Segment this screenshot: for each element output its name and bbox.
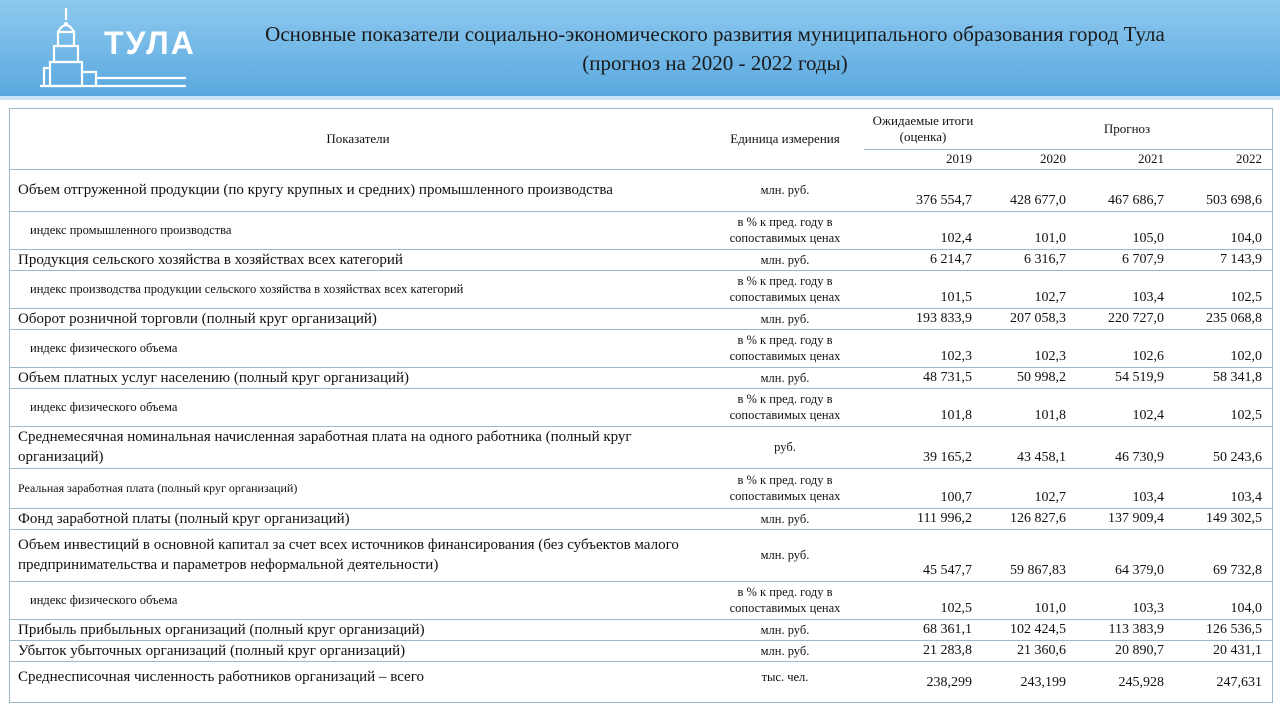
value-cell: 102 424,5	[1010, 621, 1066, 637]
value-cell: 235 068,8	[1206, 310, 1262, 326]
indicator-name: Прибыль прибыльных организаций (полный круг организаций)	[18, 621, 425, 638]
value-cell: 103,3	[1132, 600, 1164, 616]
value-cell: 68 361,1	[923, 621, 972, 637]
unit-cell: млн. руб.	[760, 643, 810, 658]
unit-cell: млн. руб.	[760, 183, 810, 197]
value-cell: 7 143,9	[1220, 251, 1262, 267]
unit-cell: тыс. чел.	[761, 670, 809, 685]
table-row	[10, 329, 1272, 367]
value-cell: 6 316,7	[1024, 251, 1066, 267]
table-row	[10, 169, 1272, 211]
value-cell: 58 341,8	[1213, 369, 1262, 385]
table-row	[10, 308, 1272, 329]
year-header: 2022	[1236, 151, 1262, 166]
value-cell: 103,4	[1132, 289, 1164, 305]
value-cell: 102,5	[1230, 289, 1262, 305]
page-title	[190, 20, 1240, 78]
value-cell: 101,5	[940, 289, 972, 305]
title-line-1: Основные показатели социально-экономического развития муниципального образования город Тула	[265, 22, 1165, 46]
value-cell: 101,0	[1034, 600, 1066, 616]
value-cell: 102,7	[1034, 489, 1066, 505]
unit-cell: в % к пред. году в сопоставимых ценах	[729, 392, 841, 422]
value-cell: 207 058,3	[1010, 310, 1066, 326]
year-header: 2021	[1138, 151, 1164, 166]
header-expected: Ожидаемые итоги (оценка)	[872, 112, 974, 144]
value-cell: 101,0	[1034, 230, 1066, 246]
value-cell: 6 214,7	[930, 251, 972, 267]
value-cell: 245,928	[1118, 675, 1164, 690]
indicator-name: индекс производства продукции сельского хозяйства в хозяйствах всех категорий	[30, 282, 464, 296]
table-row	[10, 426, 1272, 468]
value-cell: 46 730,9	[1115, 449, 1164, 465]
unit-cell: млн. руб.	[760, 311, 810, 326]
value-cell: 54 519,9	[1115, 369, 1164, 385]
value-cell: 503 698,6	[1206, 192, 1262, 208]
value-cell: 113 383,9	[1108, 621, 1164, 637]
value-cell: 126 536,5	[1206, 621, 1262, 637]
value-cell: 126 827,6	[1010, 510, 1066, 526]
value-cell: 101,8	[1034, 407, 1066, 423]
value-cell: 104,0	[1230, 600, 1262, 616]
indicator-name: Фонд заработной платы (полный круг организаций)	[18, 510, 350, 527]
header-banner	[0, 0, 1280, 96]
table-row	[10, 640, 1272, 661]
value-cell: 104,0	[1230, 230, 1262, 246]
value-cell: 376 554,7	[916, 192, 972, 208]
value-cell: 103,4	[1132, 489, 1164, 505]
unit-cell: млн. руб.	[760, 370, 810, 385]
unit-cell: в % к пред. году в сопоставимых ценах	[729, 215, 841, 245]
unit-cell: в % к пред. году в сопоставимых ценах	[729, 585, 841, 615]
unit-cell: руб.	[774, 440, 796, 454]
value-cell: 102,5	[940, 600, 972, 616]
value-cell: 467 686,7	[1108, 192, 1164, 208]
header-forecast: Прогноз	[1103, 120, 1151, 136]
header-unit: Единица измерения	[730, 130, 840, 146]
unit-cell: млн. руб.	[760, 548, 810, 562]
table-row	[10, 581, 1272, 619]
value-cell: 6 707,9	[1122, 251, 1164, 267]
header-indicator: Показатели	[326, 130, 390, 146]
value-cell: 50 243,6	[1213, 449, 1262, 465]
indicator-name: индекс физического объема	[30, 400, 178, 414]
table-row	[10, 211, 1272, 249]
value-cell: 100,7	[940, 489, 972, 505]
value-cell: 102,4	[1132, 407, 1164, 423]
logo-text: ТУЛА	[104, 25, 196, 61]
value-cell: 50 998,2	[1017, 369, 1066, 385]
table-row	[10, 619, 1272, 640]
value-cell: 45 547,7	[923, 562, 972, 578]
unit-cell: млн. руб.	[760, 252, 810, 267]
indicator-name: индекс физического объема	[30, 593, 178, 607]
unit-cell: в % к пред. году в сопоставимых ценах	[729, 274, 841, 304]
indicator-name: Убыток убыточных организаций (полный круг организаций)	[18, 642, 406, 659]
value-cell: 43 458,1	[1017, 449, 1066, 465]
header-divider	[0, 96, 1280, 100]
value-cell: 59 867,83	[1010, 562, 1066, 578]
value-cell: 102,5	[1230, 407, 1262, 423]
table-row	[10, 661, 1272, 693]
value-cell: 193 833,9	[916, 310, 972, 326]
table-row	[10, 508, 1272, 529]
indicator-name: Реальная заработная плата (полный круг организаций)	[18, 481, 298, 495]
value-cell: 111 996,2	[917, 510, 972, 526]
indicator-name: Объем отгруженной продукции (по кругу крупных и средних) промышленного производства	[18, 182, 613, 198]
unit-cell: млн. руб.	[760, 622, 810, 637]
value-cell: 102,4	[940, 230, 972, 246]
indicator-name: индекс промышленного производства	[30, 223, 232, 237]
value-cell: 428 677,0	[1010, 192, 1066, 208]
indicator-name: Оборот розничной торговли (полный круг организаций)	[18, 310, 377, 327]
indicator-name: индекс физического объема	[30, 341, 178, 355]
value-cell: 105,0	[1132, 230, 1164, 246]
title-line-2: (прогноз на 2020 - 2022 годы)	[582, 51, 848, 75]
value-cell: 102,7	[1034, 289, 1066, 305]
value-cell: 102,3	[1034, 348, 1066, 364]
table-body	[10, 169, 1272, 693]
indicators-table-container	[9, 108, 1273, 703]
value-cell: 149 302,5	[1206, 510, 1262, 526]
year-header: 2019	[946, 151, 972, 166]
value-cell: 39 165,2	[923, 449, 972, 465]
year-header: 2020	[1040, 151, 1066, 166]
value-cell: 137 909,4	[1108, 510, 1164, 526]
value-cell: 247,631	[1216, 675, 1262, 690]
value-cell: 20 431,1	[1213, 642, 1262, 658]
value-cell: 64 379,0	[1115, 562, 1164, 578]
value-cell: 220 727,0	[1108, 310, 1164, 326]
value-cell: 102,3	[940, 348, 972, 364]
value-cell: 101,8	[940, 407, 972, 423]
indicators-table	[10, 109, 1272, 693]
value-cell: 243,199	[1020, 675, 1066, 690]
value-cell: 69 732,8	[1213, 562, 1262, 578]
value-cell: 103,4	[1230, 489, 1262, 505]
value-cell: 102,6	[1132, 348, 1164, 364]
unit-cell: в % к пред. году в сопоставимых ценах	[729, 473, 841, 503]
table-row	[10, 388, 1272, 426]
indicator-name: Объем инвестиций в основной капитал за счет всех источников финансирования (без субъектов малого предпринимательства и параметров неформальной деятельности)	[18, 537, 679, 573]
unit-cell: в % к пред. году в сопоставимых ценах	[729, 333, 841, 363]
table-row	[10, 270, 1272, 308]
indicator-name: Продукция сельского хозяйства в хозяйствах всех категорий	[18, 251, 403, 268]
indicator-name: Среднесписочная численность работников организаций – всего	[18, 669, 424, 686]
table-row	[10, 249, 1272, 270]
value-cell: 21 360,6	[1017, 642, 1066, 658]
indicator-name: Объем платных услуг населению (полный круг организаций)	[18, 369, 410, 386]
unit-cell: млн. руб.	[760, 511, 810, 526]
indicator-name: Среднемесячная номинальная начисленная заработная плата на одного работника (полный круг организаций)	[18, 429, 632, 465]
value-cell: 102,0	[1230, 348, 1262, 364]
table-row	[10, 529, 1272, 581]
value-cell: 21 283,8	[923, 642, 972, 658]
value-cell: 48 731,5	[923, 369, 972, 385]
value-cell: 238,299	[926, 675, 972, 690]
value-cell: 20 890,7	[1115, 642, 1164, 658]
table-row	[10, 468, 1272, 508]
table-row	[10, 367, 1272, 388]
